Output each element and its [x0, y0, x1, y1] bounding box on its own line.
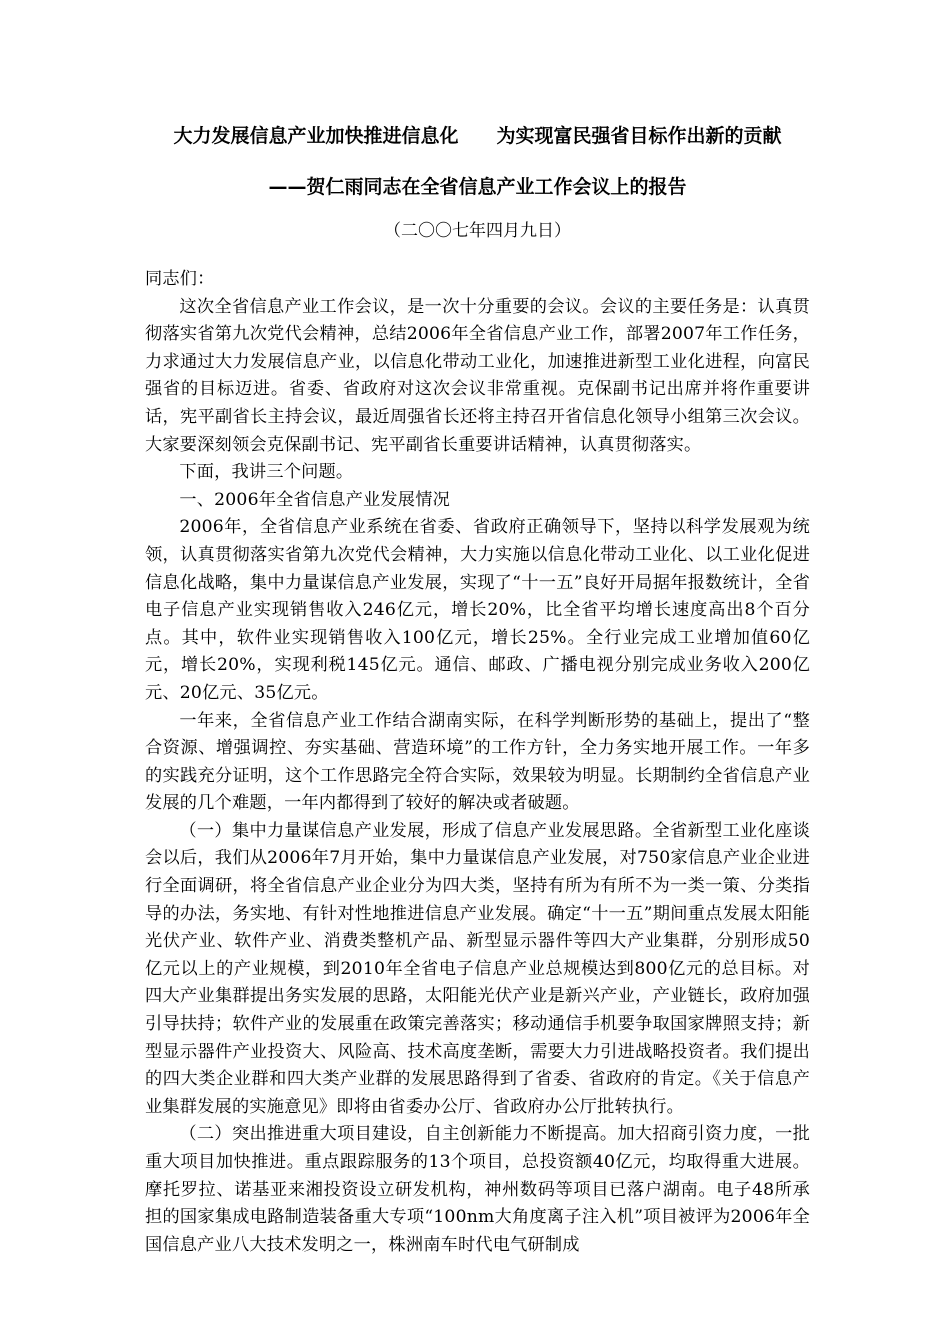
- salutation: 同志们：: [145, 269, 215, 289]
- section-heading-1: 一、2006年全省信息产业发展情况: [179, 489, 450, 510]
- paragraph-intro: 这次全省信息产业工作会议，是一次十分重要的会议。会议的主要任务是：认真贯彻落实省第九次党代会精神，总结2006年全省信息产业工作，部署2007年工作任务，力求通过大力发展信息产业，以信息化带动工业化，加速推进新型工业化进程，向富民强省的目标迈进。省委、省政府对这次会议非常重视。克保副书记出席并将作重要讲话，宪平副省长主持会议，最近周强省长还将主持召开省信息化领导小组第三次会议。大家要深刻领会克保副书记、宪平副省长重要讲话精神，认真贯彻落实。: [145, 296, 810, 455]
- paragraph-work-policy: 一年来，全省信息产业工作结合湖南实际，在科学判断形势的基础上，提出了“整合资源、增强调控、夯实基础、营造环境”的工作方针，全力务实地开展工作。一年多的实践充分证明，这个工作思路完全符合实际，效果较为明显。长期制约全省信息产业发展的几个难题，一年内都得到了较好的解决或者破题。: [145, 710, 810, 814]
- document-subtitle: ——贺仁雨同志在全省信息产业工作会议上的报告: [268, 176, 687, 198]
- document-date: （二〇〇七年四月九日）: [384, 221, 571, 241]
- document-title: 大力发展信息产业加快推进信息化 为实现富民强省目标作出新的贡献: [173, 125, 782, 147]
- document-body: [145, 266, 810, 1259]
- paragraph-outline: 下面，我讲三个问题。: [179, 462, 354, 483]
- paragraph-item-2: （二）突出推进重大项目建设，自主创新能力不断提高。加大招商引资力度，一批重大项目加快推进。重点跟踪服务的13个项目，总投资额40亿元，均取得重大进展。摩托罗拉、诺基亚来湘投资设立研发机构，神州数码等项目已落户湖南。电子48所承担的国家集成电路制造装备重大专项“100nm大角度离子注入机”项目被评为2006年全国信息产业八大技术发明之一，株洲南车时代电气研制成: [145, 1124, 810, 1255]
- paragraph-item-1: （一）集中力量谋信息产业发展，形成了信息产业发展思路。全省新型工业化座谈会以后，我们从2006年7月开始，集中力量谋信息产业发展，对750家信息产业企业进行全面调研，将全省信息产业企业分为四大类，坚持有所为有所不为一类一策、分类指导的办法，务实地、有针对性地推进信息产业发展。确定“十一五”期间重点发展太阳能光伏产业、软件产业、消费类整机产品、新型显示器件等四大产业集群，分别形成50亿元以上的产业规模，到2010年全省电子信息产业总规模达到800亿元的总目标。对四大产业集群提出务实发展的思路，太阳能光伏产业是新兴产业，产业链长，政府加强引导扶持；软件产业的发展重在政策完善落实；移动通信手机要争取国家牌照支持；新型显示器件产业投资大、风险高、技术高度垄断，需要大力引进战略投资者。我们提出的四大类企业群和四大类产业群的发展思路得到了省委、省政府的肯定。《关于信息产业集群发展的实施意见》即将由省委办公厅、省政府办公厅批转执行。: [145, 820, 810, 1117]
- paragraph-2006-overview: 2006年，全省信息产业系统在省委、省政府正确领导下，坚持以科学发展观为统领，认真贯彻落实省第九次党代会精神，大力实施以信息化带动工业化、以工业化促进信息化战略，集中力量谋信息产业发展，实现了“十一五”良好开局据年报数统计，全省电子信息产业实现销售收入246亿元，增长20%，比全省平均增长速度高出8个百分点。其中，软件业实现销售收入100亿元，增长25%。全行业完成工业增加值60亿元，增长20%，实现利税145亿元。通信、邮政、广播电视分别完成业务收入200亿元、20亿元、35亿元。: [145, 517, 810, 703]
